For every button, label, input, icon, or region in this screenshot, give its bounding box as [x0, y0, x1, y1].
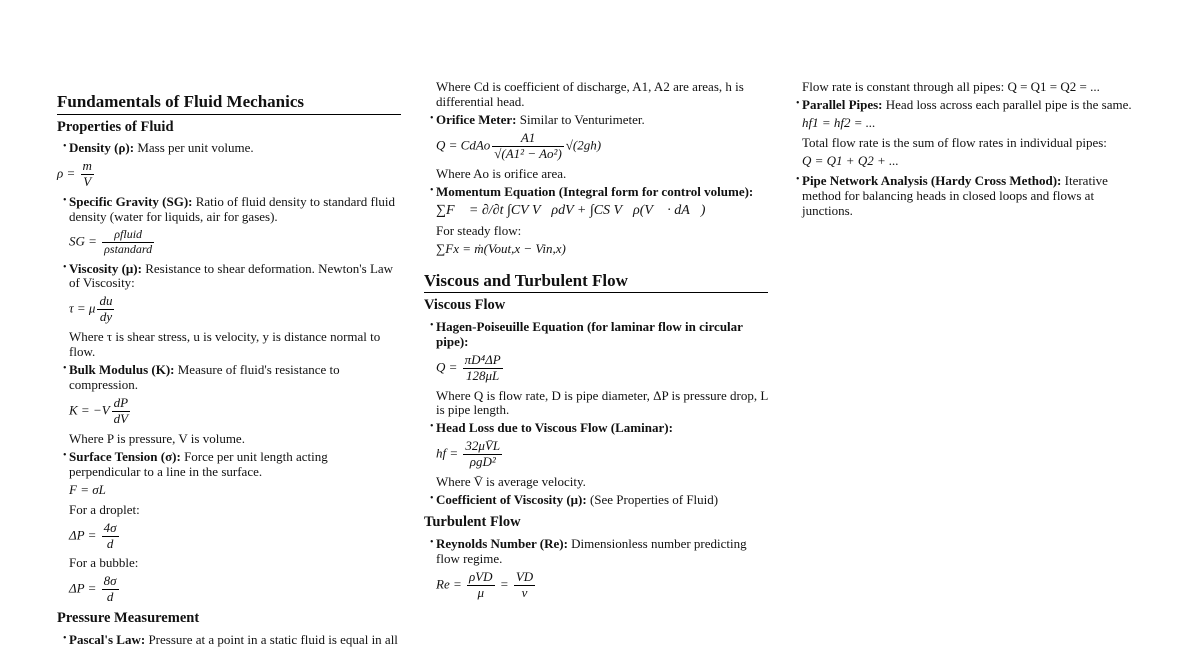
term-label: Surface Tension (σ):: [69, 448, 181, 464]
column-2: [424, 80, 768, 605]
denominator: ν: [521, 584, 528, 600]
list-item: [436, 421, 768, 490]
eq-lhs: τ = μ: [69, 300, 96, 316]
term-label: Head Loss due to Viscous Flow (Laminar):: [436, 420, 673, 436]
list-item: [57, 140, 401, 190]
term-desc: Dimensionless number predicting flow regime.: [436, 535, 747, 566]
term-desc: Force per unit length acting perpendicular to a line in the surface.: [69, 448, 328, 479]
note-block: [790, 80, 1140, 95]
term-label: Bulk Modulus (K):: [69, 362, 175, 378]
meters-list: [424, 113, 768, 257]
equation: [69, 228, 401, 257]
turbulent-list: [424, 537, 768, 601]
numerator: 8σ: [103, 573, 117, 589]
numerator: πD⁴ΔP: [464, 351, 501, 367]
list-item: [69, 633, 401, 648]
term-label: Viscosity (μ):: [69, 260, 142, 276]
eq-lhs: ΔP =: [69, 526, 97, 542]
eq-tail: √(2gh): [565, 137, 602, 153]
eq-lhs: SG =: [69, 233, 97, 249]
equation: ∑F⃗ = ∂/∂t ∫CV V⃗ρdV + ∫CS V⃗ρ(V⃗ · dA⃗): [436, 202, 706, 218]
equation: [436, 131, 768, 162]
equation: [69, 294, 401, 325]
list-item: [436, 493, 768, 508]
list-item: [802, 98, 1140, 169]
note-text: Where P is pressure, V is volume.: [69, 430, 245, 446]
note-text: For steady flow:: [436, 222, 522, 238]
numerator: m: [82, 158, 92, 174]
term-desc: Head loss across each parallel pipe is the same.: [882, 96, 1132, 112]
equation: [436, 439, 768, 470]
fraction: [97, 294, 114, 325]
denominator: V: [83, 174, 92, 190]
term-label: Orifice Meter:: [436, 111, 517, 127]
term-label: Density (ρ):: [69, 140, 135, 156]
denominator: 128μL: [466, 367, 500, 383]
fraction: [102, 521, 119, 552]
equation: [69, 574, 401, 605]
denominator: ρstandard: [104, 241, 153, 256]
eq-lhs: hf =: [436, 445, 459, 461]
denominator: μ: [477, 584, 485, 600]
section-title: Fundamentals of Fluid Mechanics: [57, 92, 401, 115]
fraction: [463, 439, 502, 470]
column-3: [790, 80, 1140, 221]
list-item: [69, 450, 401, 605]
term-desc: Mass per unit volume.: [134, 140, 254, 156]
note-text: Where Q is flow rate, D is pipe diameter, ΔP is pressure drop, L is pipe length.: [436, 387, 768, 418]
equation: hf1 = hf2 = ...: [802, 114, 876, 130]
fraction: [492, 131, 564, 162]
note-text: Where τ is shear stress, u is velocity, y is distance normal to flow.: [69, 329, 381, 360]
list-item: [436, 185, 768, 257]
subsection-heading: Properties of Fluid: [57, 118, 174, 135]
note-block: [424, 80, 768, 110]
term-label: Pipe Network Analysis (Hardy Cross Method):: [802, 172, 1062, 188]
note-text: Total flow rate is the sum of flow rates in individual pipes:: [802, 134, 1107, 150]
properties-list: [57, 141, 401, 605]
eq-lhs: ρ =: [57, 165, 76, 181]
fraction: [102, 228, 154, 257]
list-item: [69, 363, 401, 447]
numerator: 32μV̄L: [465, 438, 501, 454]
eq-lhs: K = −V: [69, 402, 110, 418]
section-title: Viscous and Turbulent Flow: [424, 271, 768, 294]
equation: F = σL: [69, 481, 106, 497]
denominator: ρgD²: [469, 454, 496, 470]
eq-lhs: Q =: [436, 359, 458, 375]
list-item: [802, 174, 1140, 219]
denominator: dV: [113, 410, 129, 426]
pressure-list: [57, 633, 401, 648]
denominator: d: [106, 535, 114, 551]
equation: Q = Q1 + Q2 + ...: [802, 152, 899, 168]
term-desc: (See Properties of Fluid): [586, 492, 719, 508]
eq-lhs: ΔP =: [69, 580, 97, 596]
term-desc: Pressure at a point in a static fluid is equal in all: [145, 631, 398, 647]
term-desc: Ratio of fluid density to standard fluid density (water for liquids, air for gases).: [69, 194, 396, 224]
denominator: d: [106, 589, 114, 605]
equation: [436, 570, 768, 601]
list-item: [436, 537, 768, 601]
note-text: Flow rate is constant through all pipes: Q = Q1 = Q2 = ...: [802, 79, 1100, 94]
term-label: Pascal's Law:: [69, 631, 146, 647]
numerator: VD: [515, 568, 534, 584]
term-label: Specific Gravity (SG):: [69, 194, 193, 210]
eq-operator: =: [499, 576, 509, 592]
numerator: ρVD: [468, 568, 493, 584]
term-label: Reynolds Number (Re):: [436, 535, 568, 551]
column-1: [57, 80, 401, 650]
note-text: For a droplet:: [69, 501, 140, 517]
term-desc: Iterative method for balancing heads in closed loops and flows at junctions.: [802, 172, 1108, 218]
note-text: Where Cd is coefficient of discharge, A1, A2 are areas, h is differential head.: [436, 79, 744, 109]
subsection-heading: Pressure Measurement: [57, 610, 200, 627]
list-item: [436, 113, 768, 182]
fraction: [112, 396, 130, 427]
equation: [436, 353, 768, 384]
subsection-heading: Viscous Flow: [424, 297, 506, 314]
numerator: 4σ: [103, 519, 117, 535]
term-label: Coefficient of Viscosity (μ):: [436, 492, 587, 508]
list-item: [436, 320, 768, 419]
eq-lhs: Re =: [436, 576, 462, 592]
fraction: [102, 574, 119, 605]
numerator: ρfluid: [102, 228, 154, 243]
numerator: du: [99, 293, 113, 309]
fraction: [467, 570, 495, 601]
note-text: Where Ao is orifice area.: [436, 165, 567, 181]
list-item: [69, 262, 401, 361]
denominator: √(A1² − Ao²): [494, 145, 562, 161]
note-text: Where V̄ is average velocity.: [436, 474, 586, 490]
equation: [69, 396, 401, 427]
numerator: dP: [113, 395, 129, 410]
note-text: For a bubble:: [69, 555, 139, 571]
list-item: [69, 195, 401, 256]
fraction: [81, 159, 94, 190]
term-label: Momentum Equation (Integral form for control volume):: [436, 183, 754, 199]
fraction: [463, 353, 503, 384]
numerator: A1: [492, 131, 564, 147]
fraction: [514, 570, 535, 601]
denominator: dy: [99, 309, 113, 325]
term-label: Parallel Pipes:: [802, 96, 883, 112]
equation: [69, 521, 401, 552]
equation: ∑Fx = ṁ(Vout,x − Vin,x): [436, 240, 566, 256]
subsection-heading: Turbulent Flow: [424, 514, 521, 531]
term-desc: Resistance to shear deformation. Newton's Law of Viscosity:: [69, 260, 394, 291]
equation: [57, 159, 401, 190]
term-label: Hagen-Poiseuille Equation (for laminar flow in circular pipe):: [436, 318, 743, 349]
eq-lhs: Q = CdAo: [436, 137, 491, 153]
term-desc: Similar to Venturimeter.: [516, 111, 645, 127]
term-desc: Measure of fluid's resistance to compression.: [69, 362, 340, 393]
viscous-list: [424, 320, 768, 508]
pipes-list: [790, 98, 1140, 219]
